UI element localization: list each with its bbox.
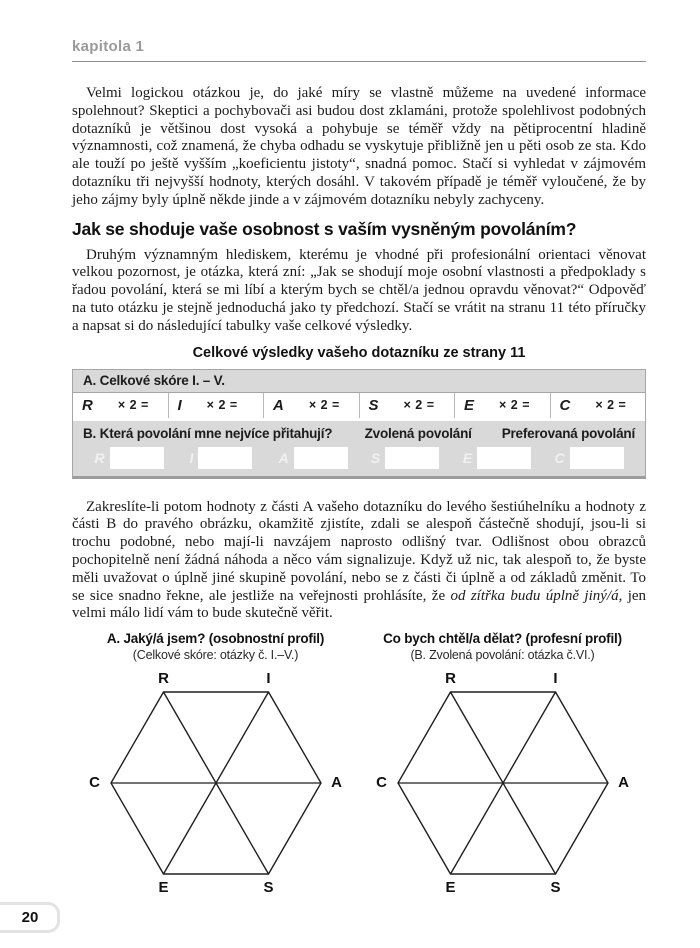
score-letter: E (464, 396, 475, 414)
outro-paragraph (72, 499, 646, 624)
entry-letter: E (462, 449, 473, 466)
score-cell-r (73, 393, 169, 418)
score-cell-a (264, 393, 360, 418)
outro-text-italic: od zítřka budu úplně jiný/á (450, 587, 619, 604)
vertex-label-c: C (89, 774, 100, 792)
entry-box (570, 447, 624, 469)
score-letter: S (368, 396, 379, 414)
page-number: 20 (21, 909, 39, 926)
vertex-label-e: E (445, 879, 456, 897)
vertex-label-c: C (376, 774, 387, 792)
vertex-label-i: I (553, 670, 558, 688)
score-formula: × 2 = (499, 398, 531, 413)
section-heading: Jak se shoduje vaše osobnost s vaším vysněným povoláním? (72, 218, 577, 239)
score-letter: I (177, 396, 182, 414)
entry-letter: I (189, 449, 194, 466)
score-cell-s (360, 393, 456, 418)
right-diagram-subtitle: (B. Zvolená povolání: otázka č.VI.) (410, 648, 595, 663)
entry-letter: S (370, 449, 381, 466)
vertex-label-r: R (445, 670, 456, 688)
vertex-label-s: S (263, 879, 274, 897)
vertex-label-r: R (158, 670, 169, 688)
vertex-label-e: E (158, 879, 169, 897)
outro-text-before: Zakreslíte-li potom hodnoty z části A vašeho dotazníku do levého šestiúhelníku a hodnoty z části B do pravého obrázku, okamžitě zjistíte, zdali se alespoň částečně shodují, jsou-li si trochu podobné, nebo mají-li navzájem naprosto odlišný tvar. Odlišnost obou obrazců pochopitelně není žádná náhoda a něco vám signalizuje. Když už nic, tak alespoň to, že byste měli uvažovat o úplně jiné skupině povolání, nebo se z části či úplně a od základů změnit. To se sice snadno řekne, ale jestliže na veřejnosti prohlásíte, že (72, 498, 646, 604)
part-b-col-preferred: Preferovaná povolání (501, 425, 635, 441)
hexagon-diagrams-section (72, 631, 646, 900)
score-cell-i (169, 393, 265, 418)
left-hexagon (86, 670, 346, 900)
section-paragraph: Druhým významným hlediskem, kterému je vhodné při profesionální orientaci věnovat velkou pozornost, je otázka, která zní: „Jak se shodují moje osobní vlastnosti a předpoklady s řadou povolání, která se mi líbí a kterým bych se chtěl/a jednou opravdu věnovat?“ Odpověď na tuto otázku je stejně jednoduchá jako ty předchozí. Stačí se vrátit na stranu 11 této příručky a napsat si do následující tabulky vaše celkové výsledky. (72, 246, 646, 334)
entry-box (294, 447, 348, 469)
entry-box (110, 447, 164, 469)
vertex-label-s: S (550, 879, 561, 897)
score-formula: × 2 = (117, 398, 149, 413)
score-cell-c (551, 393, 646, 418)
entry-box (385, 447, 439, 469)
entry-box (198, 447, 252, 469)
vertex-label-a: A (618, 774, 629, 792)
vertex-label-i: I (266, 670, 271, 688)
vertex-label-a: A (331, 774, 342, 792)
left-diagram-title: A. Jaký/á jsem? (osobnostní profil) (106, 631, 325, 647)
score-letter: A (273, 396, 284, 414)
entry-cell-a (267, 447, 359, 469)
page-number-tab (0, 902, 60, 933)
score-formula: × 2 = (403, 398, 435, 413)
score-cell-e (455, 393, 551, 418)
chapter-label: kapitola 1 (72, 38, 145, 55)
entry-cell-c (543, 447, 635, 469)
score-letter: R (82, 396, 93, 414)
score-formula: × 2 = (595, 398, 627, 413)
results-table (72, 369, 646, 479)
entry-cell-r (83, 447, 175, 469)
score-formula: × 2 = (308, 398, 340, 413)
part-b-col-chosen: Zvolená povolání (364, 425, 472, 441)
score-formula: × 2 = (206, 398, 238, 413)
left-diagram-subtitle: (Celkové skóre: otázky č. I.–V.) (132, 648, 299, 663)
entry-cell-i (175, 447, 267, 469)
score-letter: C (559, 396, 571, 414)
table-title: Celkové výsledky vašeho dotazníku ze strany 11 (192, 344, 526, 361)
professional-profile-diagram (359, 631, 646, 900)
entry-letter: C (554, 449, 565, 466)
table-part-b-block (73, 421, 645, 476)
right-diagram-title: Co bych chtěl/a dělat? (profesní profil) (383, 631, 622, 647)
entry-box (477, 447, 531, 469)
header-rule (72, 61, 646, 62)
hexagon-figure (110, 691, 322, 875)
outro-text-after: , jen velmi málo lidí vám to bude skutečně věřit. (72, 587, 647, 622)
entry-letter: R (94, 449, 105, 466)
table-part-a-header: A. Celkové skóre I. – V. (73, 370, 645, 393)
table-entry-row (83, 447, 635, 469)
right-hexagon (373, 670, 633, 900)
personality-profile-diagram (72, 631, 359, 900)
part-b-question: B. Která povolání mne nejvíce přitahují? (83, 425, 333, 441)
hexagon-figure (397, 691, 609, 875)
entry-cell-s (359, 447, 451, 469)
table-part-b-header (83, 426, 635, 441)
table-score-row (73, 393, 645, 418)
intro-paragraph: Velmi logickou otázkou je, do jaké míry se vlastně můžeme na uvedené informace spolehnout? Skeptici a pochybovači asi budou dost zklamáni, protože spolehlivost podobných dotazníků je většinou dost vysoká a pohybuje se téměř vždy na pětiprocentní hladině významnosti, což znamená, že chyba odhadu se vyskytuje přibližně jen u pěti osob ze sta. Kdo ale touží po ještě vyšším „koeficientu jistoty“, snadná pomoc. Stačí si vyhledat v zájmovém dotazníku tři nejvyšší hodnoty, kterých dosáhl. V takovém případě je téměř vyloučené, že by jeho zájmy byly úplně někde jinde a v zájmovém dotazníku nebyly zachyceny. (72, 85, 646, 208)
entry-cell-e (451, 447, 543, 469)
entry-letter: A (278, 449, 289, 466)
